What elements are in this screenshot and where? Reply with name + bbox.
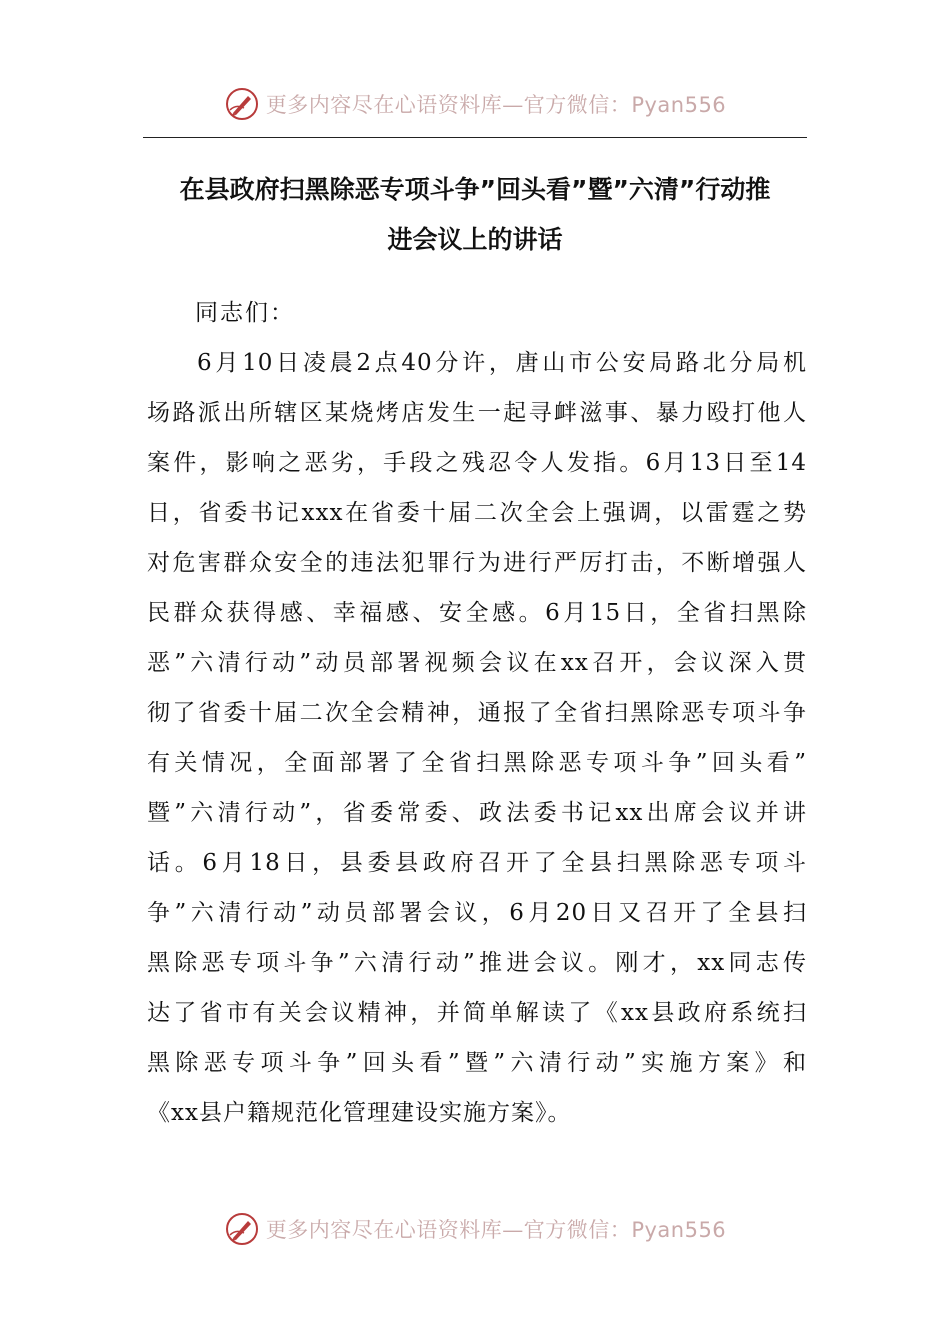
- title-line-2: 进会议上的讲话: [387, 225, 563, 254]
- paragraph-line: 对危害群众安全的违法犯罪行为进行严厉打击，不断增强人: [147, 550, 807, 576]
- title-line-1: 在县政府扫黑除恶专项斗争”回头看”暨”六清”行动推: [179, 175, 771, 204]
- greeting: 同志们：: [195, 300, 295, 326]
- paragraph-line: 《xx县户籍规范化管理建设实施方案》。: [147, 1100, 572, 1126]
- paragraph-line: 日，省委书记xxx在省委十届二次全会上强调，以雷霆之势: [147, 500, 807, 526]
- body-paragraph: [147, 338, 807, 1138]
- paragraph-line: 民群众获得感、幸福感、安全感。6月15日，全省扫黑除: [147, 600, 807, 626]
- paragraph-line: 彻了省委十届二次全会精神，通报了全省扫黑除恶专项斗争: [147, 700, 807, 726]
- paragraph-line: 黑除恶专项斗争”六清行动”推进会议。刚才，xx同志传: [147, 950, 807, 976]
- paragraph-line: 争”六清行动”动员部署会议，6月20日又召开了全县扫: [147, 900, 807, 926]
- paragraph-line: 案件，影响之恶劣，手段之残忍令人发指。6月13日至14: [147, 450, 807, 476]
- paragraph-line: 黑除恶专项斗争”回头看”暨”六清行动”实施方案》和: [147, 1050, 807, 1076]
- paragraph-line: 暨”六清行动”，省委常委、政法委书记xx出席会议并讲: [147, 800, 807, 826]
- paragraph-line: 场路派出所辖区某烧烤店发生一起寻衅滋事、暴力殴打他人: [147, 400, 807, 426]
- paragraph-line: 话。6月18日，县委县政府召开了全县扫黑除恶专项斗: [147, 850, 807, 876]
- watermark-text: 更多内容尽在心语资料库—官方微信：Pyan556: [265, 93, 727, 117]
- header-divider: [143, 137, 807, 138]
- paragraph-line: 达了省市有关会议精神，并简单解读了《xx县政府系统扫: [147, 1000, 807, 1026]
- header-watermark: [0, 82, 950, 126]
- paragraph-line: 有关情况，全面部署了全省扫黑除恶专项斗争”回头看”: [147, 750, 807, 776]
- pen-circle-logo-icon: [224, 86, 260, 122]
- watermark-wechat-id: Pyan556: [631, 93, 727, 117]
- footer-watermark: [0, 1207, 950, 1251]
- watermark-wechat-id: Pyan556: [631, 1218, 727, 1242]
- document-title: [143, 165, 807, 265]
- paragraph-line: 恶”六清行动”动员部署视频会议在xx召开，会议深入贯: [147, 650, 807, 676]
- pen-circle-logo-icon: [224, 1211, 260, 1247]
- paragraph-line: 6月10日凌晨2点40分许，唐山市公安局路北分局机: [197, 350, 807, 376]
- watermark-text: 更多内容尽在心语资料库—官方微信：Pyan556: [265, 1218, 727, 1242]
